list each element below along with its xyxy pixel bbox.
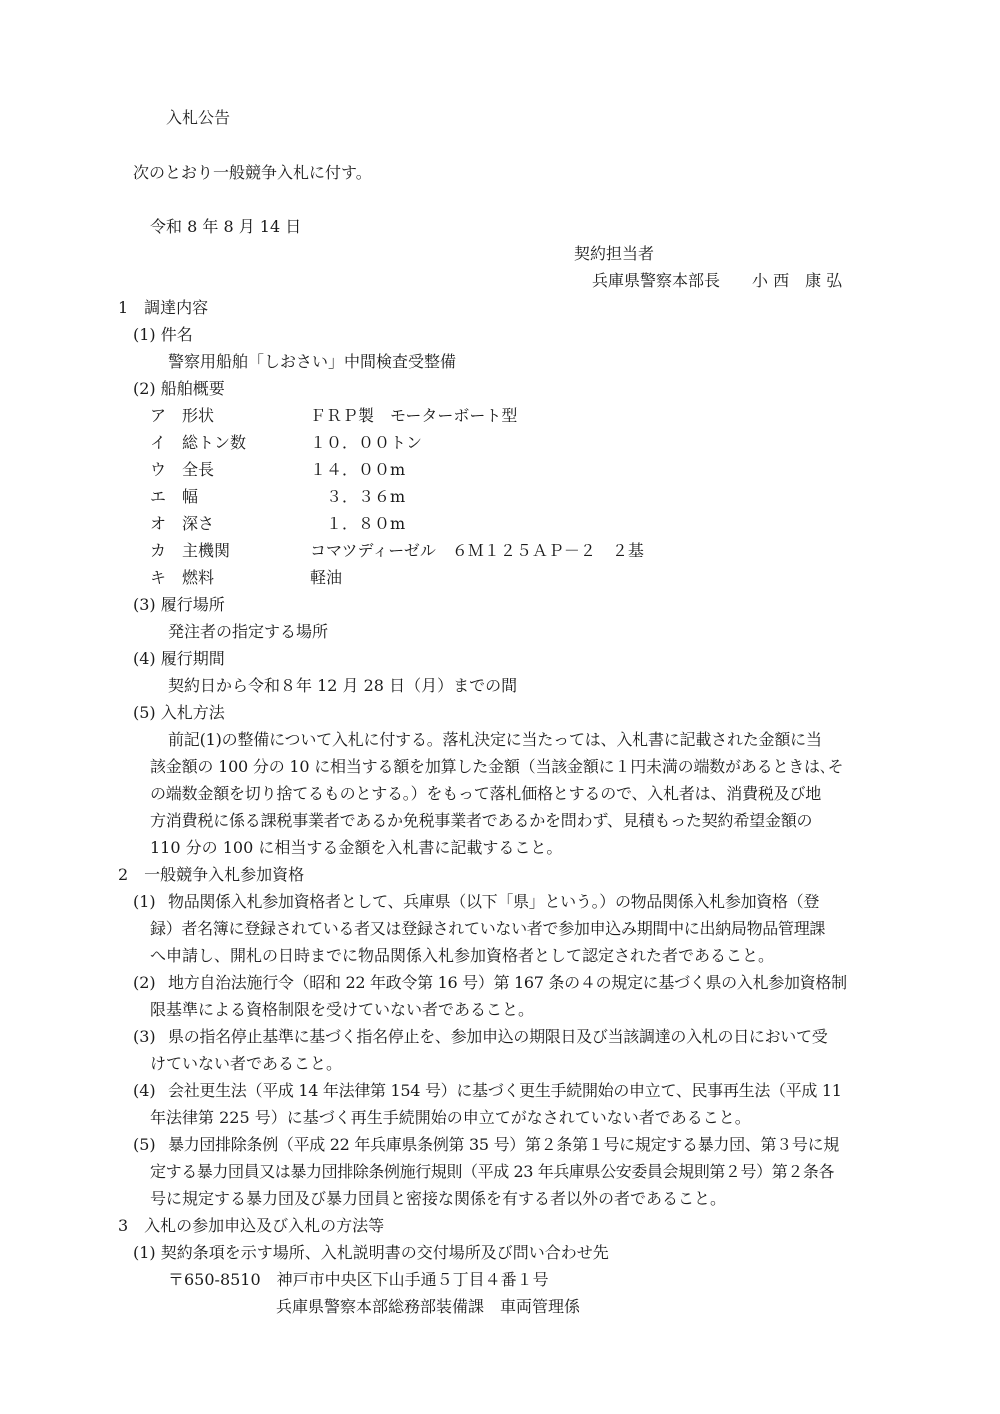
item-line: 号に規定する暴力団及び暴力団員と密接な関係を有する者以外の者であること。 [150, 1189, 727, 1208]
section-3-heading: 3 入札の参加申込及び入札の方法等 [118, 1216, 385, 1235]
spec-value: １４．００m [310, 460, 406, 479]
paragraph-line: の端数金額を切り捨てるものとする。）をもって落札価格とするので、入札者は、消費税及び地 [150, 784, 822, 803]
paragraph-line: 110 分の 100 に相当する金額を入札書に記載すること。 [150, 838, 563, 857]
intro-text: 次のとおり一般競争入札に付す。 [133, 163, 372, 182]
item-line: けていない者であること。 [150, 1054, 343, 1073]
official-name: 兵庫県警察本部長 小 西 康 弘 [592, 271, 843, 290]
item-label: (4) [133, 1081, 156, 1100]
contract-label: 契約担当者 [574, 244, 655, 263]
spec-value: １．８０m [310, 514, 406, 533]
item-line: 会社更生法（平成 14 年法律第 154 号）に基づく更生手続開始の申立て、民事再生法（平成 11 [168, 1081, 842, 1100]
item-label: (3) [133, 1027, 156, 1046]
item-line: 限基準による資格制限を受けていない者であること。 [150, 1000, 535, 1019]
item-line: 地方自治法施行令（昭和 22 年政令第 16 号）第 167 条の４の規定に基づく県の入札参加資格制 [168, 973, 847, 992]
paragraph-line: 該金額の 100 分の 10 に相当する額を加算した金額（当該金額に１円未満の端数があるときは､そ [150, 757, 844, 776]
notice-title: 入札公告 [166, 108, 231, 127]
item-line: 定する暴力団員又は暴力団排除条例施行規則（平成 23 年兵庫県公安委員会規則第２号）第２条各 [150, 1162, 835, 1181]
contact-address: 〒650-8510 神戸市中央区下山手通５丁目４番１号 [168, 1270, 549, 1289]
spec-value: ＦＲＰ製 モーターボート型 [310, 406, 518, 425]
item-1-3-label: (3) 履行場所 [133, 595, 225, 614]
item-1-1-label: (1) 件名 [133, 325, 193, 344]
item-line: 録）者名簿に登録されている者又は登録されていない者で参加申込み期間中に出納局物品管理課 [150, 919, 826, 938]
spec-value: 軽油 [310, 568, 343, 587]
spec-key: カ 主機関 [150, 541, 231, 560]
item-1-2-label: (2) 船舶概要 [133, 379, 225, 398]
spec-key: ア 形状 [150, 406, 215, 425]
section-1-heading: 1 調達内容 [118, 298, 209, 317]
spec-key: ウ 全長 [150, 460, 215, 479]
item-line: 物品関係入札参加資格者として、兵庫県（以下「県」という。）の物品関係入札参加資格（登 [168, 892, 820, 911]
notice-date: 令和 8 年 8 月 14 日 [150, 217, 302, 236]
item-line: 暴力団排除条例（平成 22 年兵庫県条例第 35 号）第２条第１号に規定する暴力団、第３号に規 [168, 1135, 839, 1154]
item-line: 県の指名停止基準に基づく指名停止を、参加申込の期限日及び当該調達の入札の日において受 [168, 1027, 828, 1046]
item-1-3-value: 発注者の指定する場所 [168, 622, 329, 641]
item-label: (2) [133, 973, 156, 992]
spec-value: １０．００トン [310, 433, 423, 452]
item-3-1-label: (1) 契約条項を示す場所、入札説明書の交付場所及び問い合わせ先 [133, 1243, 609, 1262]
spec-key: イ 総トン数 [150, 433, 247, 452]
paragraph-line: 方消費税に係る課税事業者であるか免税事業者であるかを問わず、見積もった契約希望金額の [150, 811, 813, 830]
paragraph-line: 前記(1)の整備について入札に付する。落札決定に当たっては、入札書に記載された金額に当 [168, 730, 822, 749]
item-1-4-label: (4) 履行期間 [133, 649, 225, 668]
item-label: (5) [133, 1135, 156, 1154]
item-1-4-value: 契約日から令和８年 12 月 28 日（月）までの間 [168, 676, 518, 695]
section-2-heading: 2 一般競争入札参加資格 [118, 865, 305, 884]
item-1-1-value: 警察用船舶「しおさい」中間検査受整備 [168, 352, 457, 371]
contact-department: 兵庫県警察本部総務部装備課 車両管理係 [276, 1297, 581, 1316]
spec-key: エ 幅 [150, 487, 199, 506]
item-1-5-label: (5) 入札方法 [133, 703, 225, 722]
item-label: (1) [133, 892, 156, 911]
spec-value: コマツディーゼル ６Ｍ１２５ＡＰ－２ ２基 [310, 541, 644, 560]
spec-key: オ 深さ [150, 514, 215, 533]
item-line: 年法律第 225 号）に基づく再生手続開始の申立てがなされていない者であること。 [150, 1108, 751, 1127]
spec-key: キ 燃料 [150, 568, 215, 587]
item-line: へ申請し、開札の日時までに物品関係入札参加資格者として認定された者であること。 [150, 946, 775, 965]
spec-value: ３．３６m [310, 487, 406, 506]
